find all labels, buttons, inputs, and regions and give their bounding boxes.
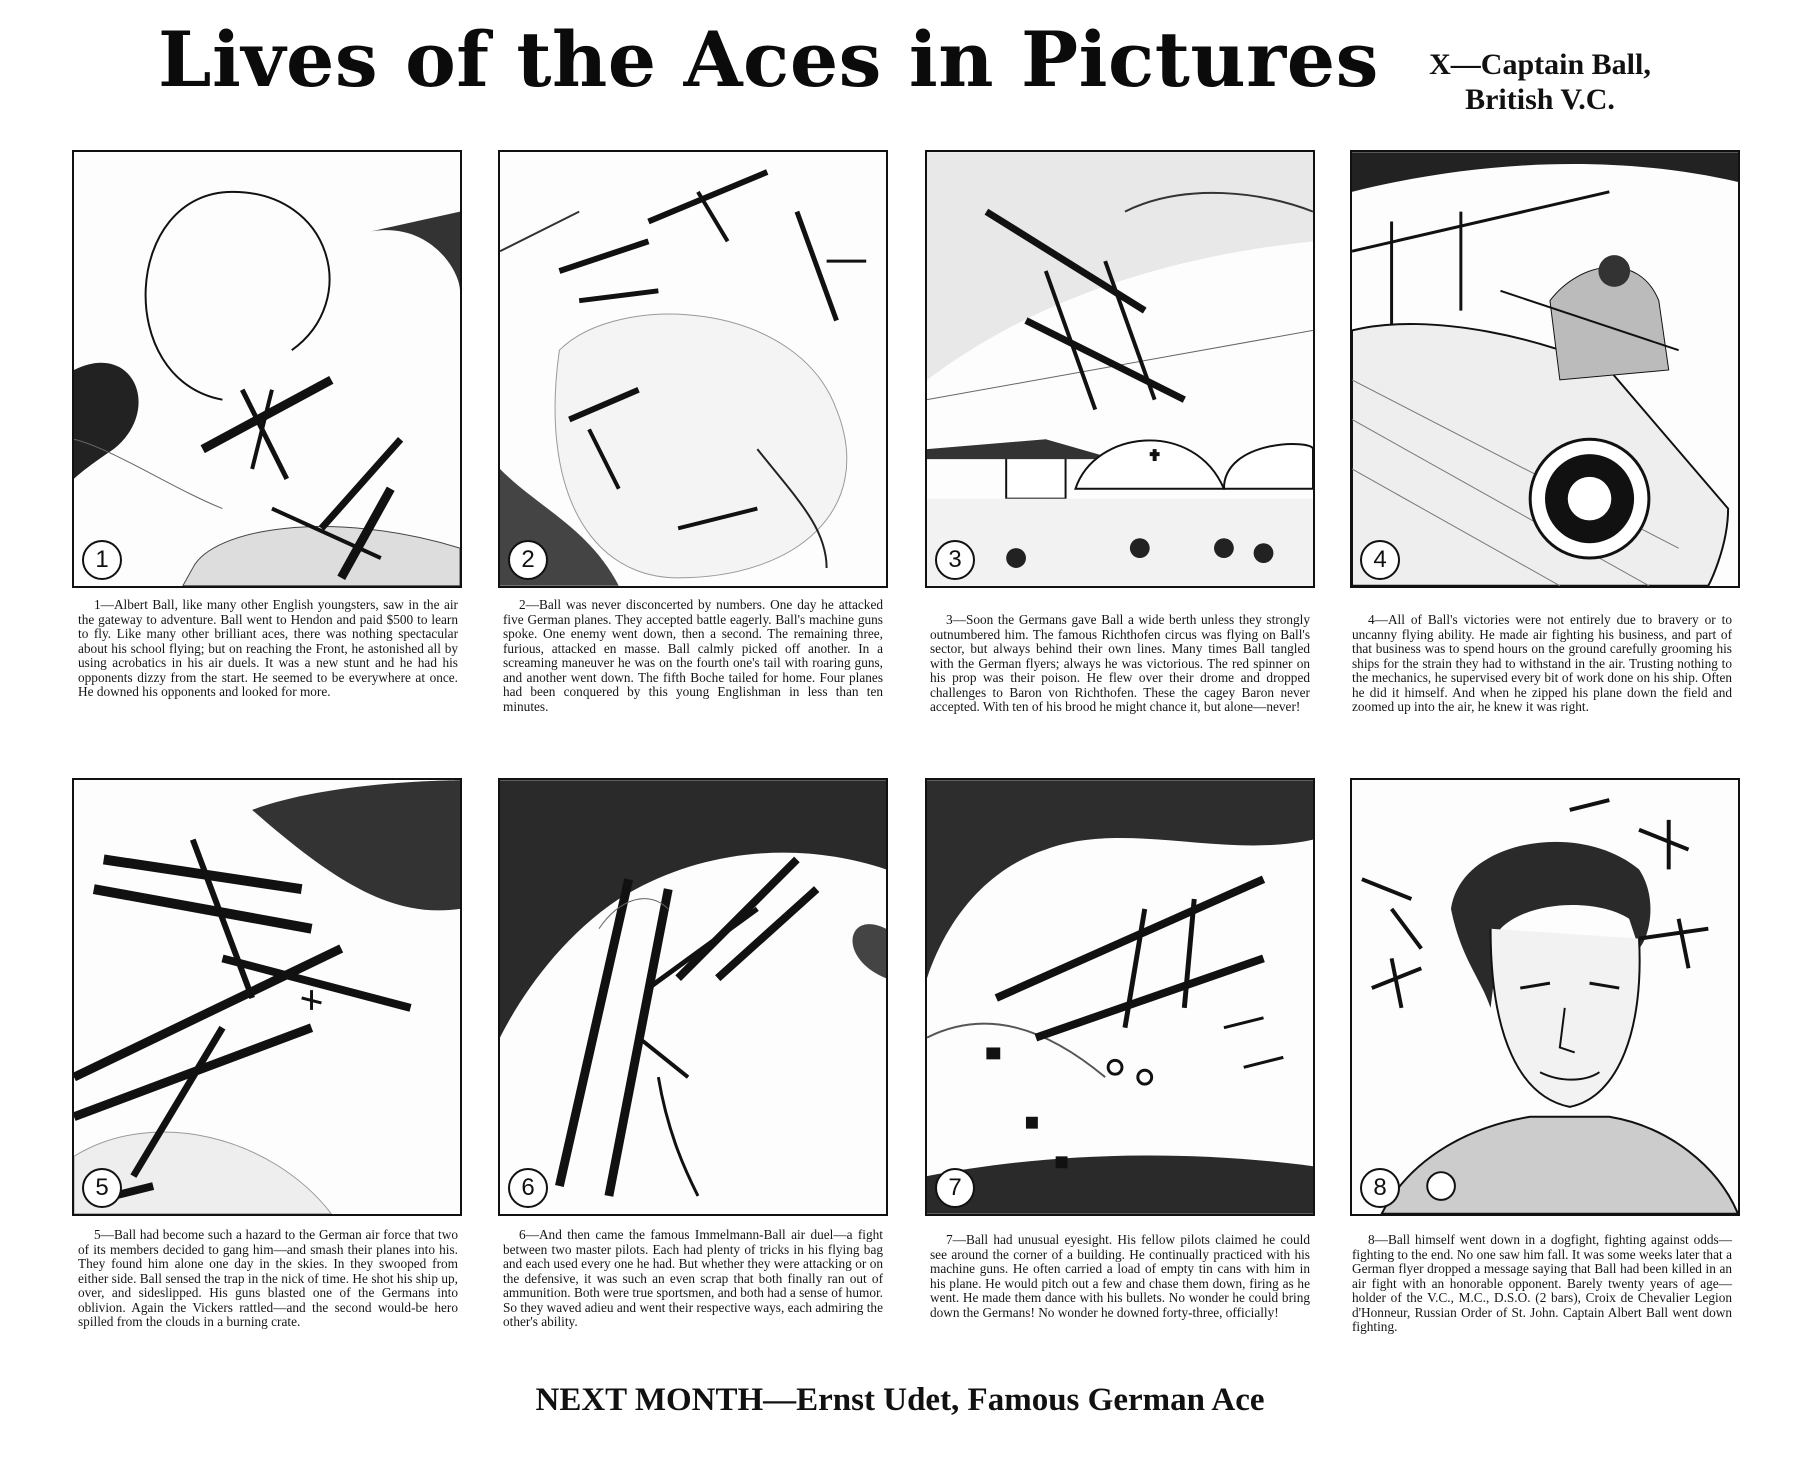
panel-5-caption: 5—Ball had become such a hazard to the German air force that two of its members decided to gang him—and smash their planes into his. They found him alone one day in the skies. In they swooped from either side. Ball sensed the trap in the nick of time. He shot his ship up, over, and sideslipped. His guns blasted one of the Germans into oblivion. Again the Vickers rattled—and the second would-be hero spilled from the clouds in a burning crate. — [78, 1227, 458, 1329]
panel-number-badge: 5 — [82, 1168, 122, 1208]
tin-can-target-practice-drawing — [927, 780, 1313, 1214]
subtitle-line-1: X—Captain Ball, — [1429, 48, 1651, 81]
mechanic-grooming-plane-drawing — [1352, 152, 1738, 586]
panel-4-caption: 4—All of Ball's victories were not entirely due to bravery or to uncanny flying ability. He made air fighting his business, and part of that business was to spend hours on the ground carefully grooming his ships for the strain they had to withstand in the air. Trusting nothing to the mechanics, he supervised every bit of work done on his ship. Often he did it himself. And when he zipped his plane down the field and zoomed up into the air, he knew it was right. — [1352, 612, 1732, 714]
panel-1-illustration — [72, 150, 462, 588]
panel-number-badge: 3 — [935, 540, 975, 580]
subtitle-line-2: British V.C. — [1465, 82, 1615, 116]
panel-number-badge: 1 — [82, 540, 122, 580]
panel-number-badge: 8 — [1360, 1168, 1400, 1208]
panel-8-caption: 8—Ball himself went down in a dogfight, fighting against odds—fighting to the end. No one saw him fall. It was some weeks later that a German flyer dropped a message saying that Ball had been killed in an air fight with an honorable opponent. Barely twenty years of age—holder of the V.C., M.C., D.S.O. (2 bars), Croix de Chevalier Legion d'Honneur, Russian Order of St. John. Captain Albert Ball went down fighting. — [1352, 1232, 1732, 1334]
panel-2-illustration — [498, 150, 888, 588]
portrait-albert-ball-drawing — [1352, 780, 1738, 1214]
next-month-footer: NEXT MONTH—Ernst Udet, Famous German Ace — [535, 1382, 1265, 1418]
panel-2-caption: 2—Ball was never disconcerted by numbers. One day he attacked five German planes. They accepted battle eagerly. Ball's machine guns spoke. One enemy went down, then a second. The remaining three, furious, attacked en masse. Ball calmly picked off another. In a screaming maneuver he was on the fourth one's tail with roaring guns, and another went down. The fifth Boche tailed for home. Four planes had been conquered by this young Englishman in less than ten minutes. — [503, 597, 883, 714]
panel-8-illustration — [1350, 778, 1740, 1216]
dogfight-five-planes-drawing — [500, 152, 886, 586]
panel-3-caption: 3—Soon the Germans gave Ball a wide berth unless they strongly outnumbered him. The famous Richthofen circus was flying on Ball's sector, but always behind their own lines. Many times Ball tangled with the German flyers; always he was victorious. The red spinner on his prop was their poison. He flew over their drome and dropped challenges to Baron von Richthofen. These the cagey Baron never accepted. With ten of his brood he might chance it, but alone—never! — [930, 612, 1310, 714]
panel-number-badge: 2 — [508, 540, 548, 580]
page-subtitle — [1390, 48, 1690, 117]
page-title: Lives of the Aces in Pictures — [158, 15, 1379, 104]
panel-3-illustration — [925, 150, 1315, 588]
panel-1-caption: 1—Albert Ball, like many other English youngsters, saw in the air the gateway to adventure. Ball went to Hendon and paid $500 to learn to fly. Like many other brilliant aces, there was nothing spectacular about his school flying; but on reaching the Front, he astonished all by using acrobatics in his air duels. It was a new stunt and he had his opponents dizzy from the start. He seemed to be everywhere at once. He downed his opponents and looked for more. — [78, 597, 458, 699]
panel-4-illustration — [1350, 150, 1740, 588]
immelmann-duel-drawing — [500, 780, 886, 1214]
panel-number-badge: 7 — [935, 1168, 975, 1208]
panel-number-badge: 4 — [1360, 540, 1400, 580]
panel-number-badge: 6 — [508, 1168, 548, 1208]
panel-7-illustration — [925, 778, 1315, 1216]
panel-5-illustration — [72, 778, 462, 1216]
panel-6-caption: 6—And then came the famous Immelmann-Ball air duel—a fight between two master pilots. Each had plenty of tricks in his flying bag and each used every one he had. But whether they were attacking or on the defensive, it was such an even scrap that both finally ran out of ammunition. Both were true sportsmen, and both had a sense of humor. So they waved adieu and went their respective ways, each admiring the other's ability. — [503, 1227, 883, 1329]
panel-6-illustration — [498, 778, 888, 1216]
biplanes-loop-drawing — [74, 152, 460, 586]
airfield-challenge-drawing — [927, 152, 1313, 586]
sideslip-trap-drawing — [74, 780, 460, 1214]
panel-7-caption: 7—Ball had unusual eyesight. His fellow pilots claimed he could see around the corner of a building. He continually practiced with his machine guns. He often carried a load of empty tin cans with him in his plane. He would pitch out a few and chase them down, firing as he went. He made them dance with his bullets. No wonder he could bring down the Germans! No wonder he downed forty-three, officially! — [930, 1232, 1310, 1320]
